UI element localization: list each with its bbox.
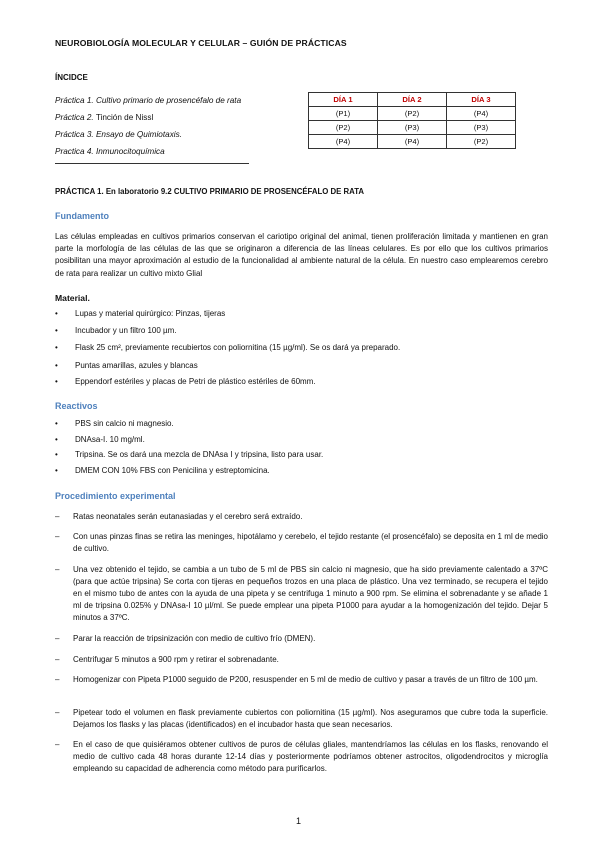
procedure-step: – Parar la reacción de tripsinización con medio de cultivo frío (DMEN).: [55, 634, 316, 643]
index-item: [55, 113, 153, 122]
bullet-icon: •: [55, 377, 58, 386]
page-number: 1: [296, 816, 302, 826]
index-item-label: Práctica 1.: [55, 96, 94, 105]
index-item-label: Practica 4.: [55, 147, 94, 156]
index-item-text: Inmunocitoquímica: [93, 147, 165, 156]
dash-icon: –: [55, 532, 60, 541]
schedule-cell: (P2): [378, 107, 447, 121]
section-heading-fundamento: Fundamento: [55, 211, 109, 221]
schedule-header: DÍA 3: [447, 93, 516, 107]
index-item: [55, 130, 182, 139]
procedure-step: – Ratas neonatales serán eutanasiadas y el cerebro será extraído.: [55, 512, 303, 521]
schedule-row: [309, 107, 516, 121]
index-item-label: Práctica 2.: [55, 113, 94, 122]
practice-title: PRÁCTICA 1. En laboratorio 9.2 CULTIVO PRIMARIO DE PROSENCÉFALO DE RATA: [55, 187, 365, 196]
schedule-cell: (P3): [447, 121, 516, 135]
dash-icon: –: [55, 565, 60, 574]
index-item-text: Tinción de Nissl: [93, 113, 154, 122]
schedule-cell: (P2): [447, 135, 516, 149]
dash-icon: –: [55, 655, 60, 664]
bullet-icon: •: [55, 343, 58, 352]
schedule-cell: (P4): [309, 135, 378, 149]
schedule-cell: (P2): [309, 121, 378, 135]
dash-icon: –: [55, 708, 60, 717]
fundamento-paragraph: Las células empleadas en cultivos primarios conservan el cariotipo original del animal, tienen proliferación limitada y mantienen en gran parte la morfología de las células de las que se originaron a diferencia de las líneas celulares. Es por ello que los cultivos primarios posibilitan una mayor aproximación al estudio de la funcionalidad al ambiente natural de la célula. En nuestro caso emplearemos cerebro de rata para realizar un cultivo mixto Glial: [55, 232, 548, 278]
document-page: NEUROBIOLOGÍA MOLECULAR Y CELULAR – GUIÓN DE PRÁCTICAS ÍNCIDCE Práctica 1. Cultivo primario de prosencéfalo de rata Práctica 2. Tinción de Nissl Práctica 3. Ensayo de Quimiotaxis. Practica 4. Inmunocitoquímica DÍA 1 DÍA 2 DÍA 3 (P1) (P2) (P4) (P2) (P3) (P3) (P4) (P4) (P2) PRÁCTICA 1. En laboratorio 9.2 CULTIVO PRIMARIO DE PROSENCÉFALO DE RATA Fundamento Las células empleadas en cultivos primarios conservan el cariotipo original del animal, tienen proliferación limitada y mantienen en gran parte la morfología de las células de las que se originaron a diferencia de las líneas celulares. Es por ello que los cultivos primarios posibilitan una mayor aproximación al estudio de la funcionalidad al ambiente natural de la célula. En nuestro caso emplearemos cerebro de rata para realizar un cultivo mixto Glial Material. • Lupas y material quirúrgico: Pinzas, tijeras • Incubador y un filtro 100 µm. • Flask 25 cm², previamente recubiertos con poliornitina (15 µg/ml). Se os dará ya preparado. • Puntas amarillas, azules y blancas • Eppendorf estériles y placas de Petri de plástico estériles de 60mm. Reactivos • PBS sin calcio ni magnesio. • DNAsa-I. 10 mg/ml. • Tripsina. Se os dará una mezcla de DNAsa I y tripsina, listo para usar. • DMEM CON 10% FBS con Penicilina y estreptomicina. Procedimiento experimental – Ratas neonatales serán eutanasiadas y el cerebro será extraído. – Con unas pinzas finas se retira las meninges, hipotálamo y cerebelo, el tejido restante (el prosencéfalo) se deposita en 1 ml de medio de cultivo. – Una vez obtenido el tejido, se cambia a un tubo de 5 ml de PBS sin calcio ni magnesio, que ha sido previamente calentado a 37ºC (para que actúe tripsina) Se corta con tijeras en pequeños trozos en una placa de plástico. Una vez terminado, se recupera el tejido en el mismo tubo de antes con la ayuda de una pipeta y se centrifuga 1 minuto a 900 rpm. Se elimina el sobrenadante y se añade 1 ml de tripsina 0.025% y DNAsa-I 10 µl/ml. Se puede emplear una pipeta P1000 para ayudar a la homogenización del tejido. Dejar 5 minutos a 37ºC. – Parar la reacción de tripsinización con medio de cultivo frío (DMEN). – Centrifugar 5 minutos a 900 rpm y retirar el sobrenadante. – Homogenizar con Pipeta P1000 seguido de P200, resuspender en 5 ml de medio de cultivo y pasar a través de un filtro de 100 µm. – Pipetear todo el volumen en flask previamente cubiertos con poliornitina (15 µg/ml). Nos aseguramos que cubre toda la superficie. Dejamos los flasks y las placas (identificados) en el incubador hasta que sean necesarios. – En el caso de que quisiéramos obtener cultivos de puros de células gliales, mantendríamos las células en los flasks, renovando el medio de cultivo cada 48 horas durante 12-14 días y posteriormente podríamos obtener astrocitos, oligodendrocitos y microglía empleando su capacidad de adherencia como método para purificarlos. 1: [55, 38, 548, 826]
bullet-icon: •: [55, 450, 58, 459]
schedule-cell: (P3): [378, 121, 447, 135]
index-item-text: Ensayo de Quimiotaxis.: [93, 130, 182, 139]
schedule-cell: (P4): [447, 107, 516, 121]
schedule-row: [309, 135, 516, 149]
dash-icon: –: [55, 512, 60, 521]
bullet-icon: •: [55, 419, 58, 428]
procedure-step: – Una vez obtenido el tejido, se cambia a un tubo de 5 ml de PBS sin calcio ni magnesio, que ha sido previamente calentado a 37ºC (para que actúe tripsina) Se corta con tijeras en pequeños trozos en una placa de plástico. Una vez terminado, se recupera el tejido en el mismo tubo de antes con la ayuda de una pipeta y se centrifuga 1 minuto a 900 rpm. Se elimina el sobrenadante y se añade 1 ml de tripsina 0.025% y DNAsa-I 10 µl/ml. Se puede emplear una pipeta P1000 para ayudar a la homogenización del tejido. Dejar 5 minutos a 37ºC.: [55, 565, 548, 622]
bullet-icon: •: [55, 309, 58, 318]
procedure-step: – Pipetear todo el volumen en flask previamente cubiertos con poliornitina (15 µg/ml). Nos aseguramos que cubre toda la superficie. Dejamos los flasks y las placas (identificados) en el incubador hasta que sean necesarios.: [55, 708, 548, 729]
schedule-cell: (P1): [309, 107, 378, 121]
bullet-icon: •: [55, 326, 58, 335]
procedure-step: – Homogenizar con Pipeta P1000 seguido de P200, resuspender en 5 ml de medio de cultivo y pasar a través de un filtro de 100 µm.: [55, 675, 538, 684]
section-heading-reactivos: Reactivos: [55, 401, 98, 411]
bullet-icon: •: [55, 361, 58, 370]
document-header: NEUROBIOLOGÍA MOLECULAR Y CELULAR – GUIÓN DE PRÁCTICAS: [55, 38, 347, 48]
dash-icon: –: [55, 634, 60, 643]
section-heading-procedimiento: Procedimiento experimental: [55, 491, 176, 501]
section-heading-material: Material.: [55, 293, 90, 303]
procedure-step: – En el caso de que quisiéramos obtener cultivos de puros de células gliales, mantendríamos las células en los flasks, renovando el medio de cultivo cada 48 horas durante 12-14 días y posteriormente podríamos obtener astrocitos, oligodendrocitos y microglía empleando su capacidad de adherencia como método para purificarlos.: [55, 740, 548, 773]
schedule-header: DÍA 1: [309, 93, 378, 107]
bullet-icon: •: [55, 466, 58, 475]
bullet-icon: •: [55, 435, 58, 444]
procedure-step: – Con unas pinzas finas se retira las meninges, hipotálamo y cerebelo, el tejido restante (el prosencéfalo) se deposita en 1 ml de medio de cultivo.: [55, 532, 548, 553]
schedule-header: DÍA 2: [378, 93, 447, 107]
index-title: ÍNCIDCE: [55, 73, 88, 82]
schedule-header-row: [309, 93, 516, 107]
index-item: [55, 147, 165, 156]
schedule-cell: (P4): [378, 135, 447, 149]
index-item: [55, 96, 241, 105]
index-item-text: Cultivo primario de prosencéfalo de rata: [93, 96, 242, 105]
schedule-row: [309, 121, 516, 135]
procedure-step: – Centrifugar 5 minutos a 900 rpm y retirar el sobrenadante.: [55, 655, 279, 664]
index-item-label: Práctica 3.: [55, 130, 94, 139]
dash-icon: –: [55, 675, 60, 684]
dash-icon: –: [55, 740, 60, 749]
index-divider: [55, 163, 249, 164]
schedule-table: [308, 92, 516, 149]
